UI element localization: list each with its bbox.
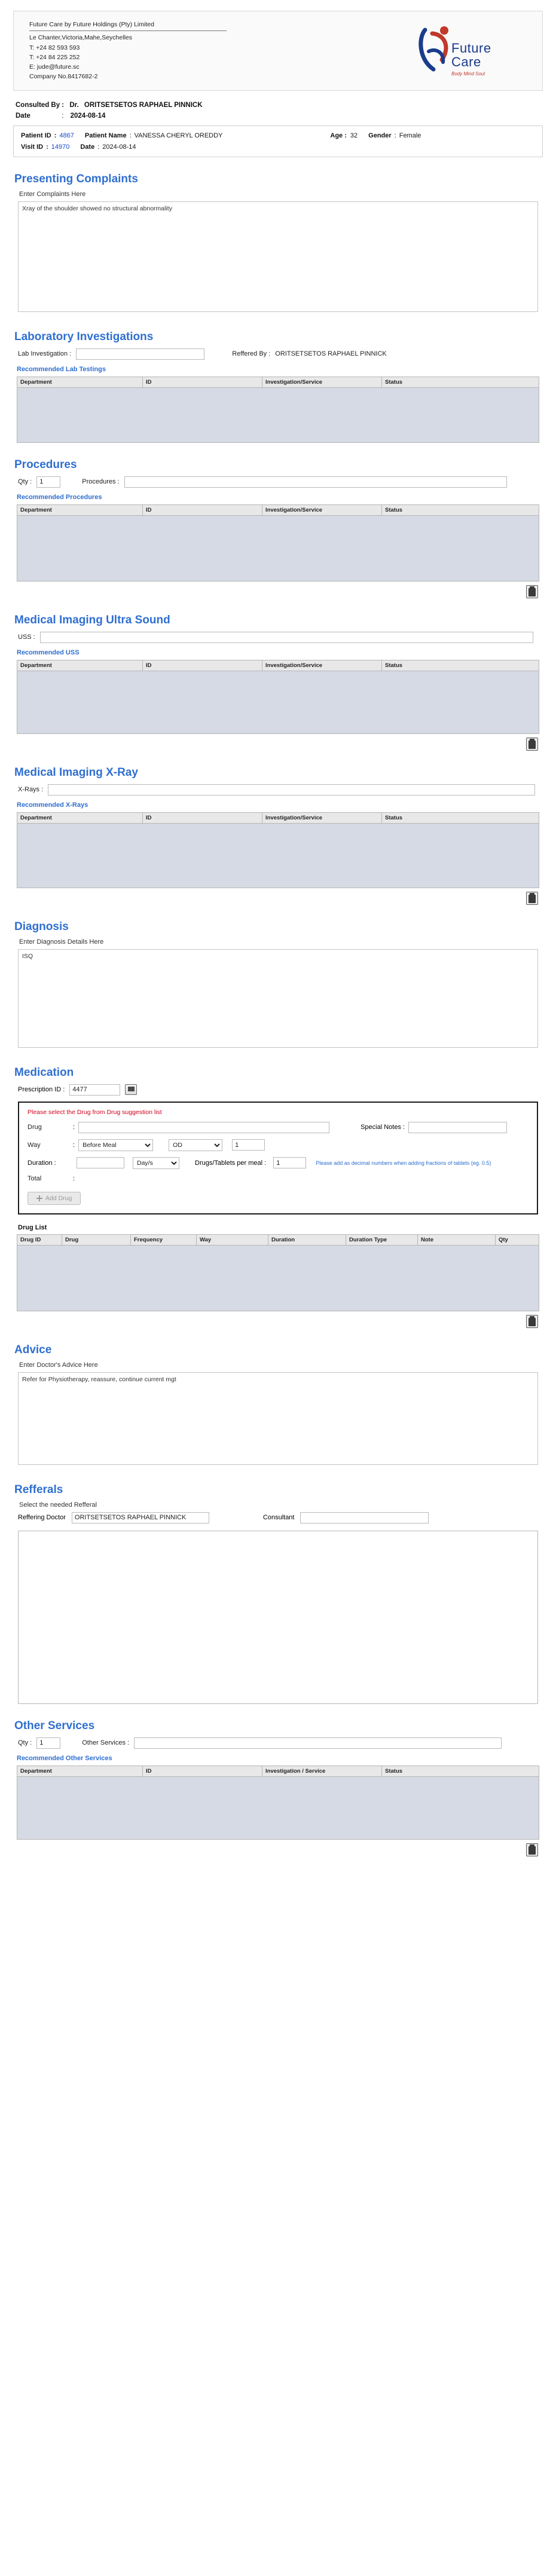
table-header-row: [17, 1766, 539, 1776]
other-services-qty-input[interactable]: [36, 1737, 60, 1749]
patient-id-label: Patient ID: [21, 131, 51, 139]
col-drug-id: Drug ID: [17, 1234, 62, 1245]
col-way: Way: [197, 1234, 268, 1245]
section-title-referrals: Refferals: [14, 1483, 63, 1496]
patient-info-bar: [13, 126, 543, 157]
section-title-lab: Laboratory Investigations: [14, 330, 154, 343]
duration-input[interactable]: [77, 1157, 124, 1168]
other-services-trash-row: [13, 1843, 538, 1856]
other-services-input[interactable]: [134, 1737, 502, 1749]
company-phone2: T: +24 84 225 252: [29, 53, 80, 61]
xray-grid: [17, 812, 539, 824]
patient-age-label: Age :: [330, 131, 347, 139]
visit-id-label: Visit ID: [21, 143, 44, 151]
procedures-qty-label: Qty :: [18, 478, 32, 486]
col-status: Status: [382, 812, 539, 823]
col-status: Status: [382, 660, 539, 671]
section-title-other-services: Other Services: [14, 1719, 95, 1732]
procedures-trash-row: [13, 585, 538, 598]
procedures-reco-label: Recommended Procedures: [17, 493, 102, 501]
add-drug-button[interactable]: [28, 1192, 81, 1205]
diagnosis-sublabel: Enter Diagnosis Details Here: [19, 938, 104, 946]
visit-id-colon: :: [46, 143, 48, 151]
duration-row: [28, 1157, 528, 1169]
xray-input[interactable]: [48, 784, 535, 796]
procedures-input-row: [18, 476, 543, 488]
way-row: [28, 1139, 528, 1151]
drug-list-trash-row: [13, 1315, 538, 1328]
per-meal-label: Drugs/Tablets per meal :: [195, 1159, 267, 1167]
col-id: ID: [143, 660, 262, 671]
referrals-list-panel[interactable]: [18, 1531, 538, 1704]
other-services-reco-label: Recommended Other Services: [17, 1754, 112, 1762]
diagnosis-textarea[interactable]: [18, 949, 538, 1048]
print-icon[interactable]: [125, 1084, 137, 1095]
referrals-row: [18, 1512, 543, 1523]
col-id: ID: [143, 377, 262, 387]
company-email: E: jude@future.sc: [29, 63, 80, 71]
procedures-grid-wrap: [17, 504, 539, 582]
col-service: Investigation/Service: [262, 660, 382, 671]
patient-gender-value: Female: [399, 131, 421, 139]
xray-input-row: [18, 784, 543, 796]
total-row: [28, 1175, 528, 1182]
drug-label: Drug: [28, 1124, 42, 1131]
section-title-xray: Medical Imaging X-Ray: [14, 766, 138, 779]
trash-icon[interactable]: [526, 1843, 538, 1856]
visit-id-value: 14970: [51, 143, 70, 151]
col-duration-type: Duration Type: [346, 1234, 418, 1245]
consulted-by-row: [16, 102, 543, 109]
referring-doctor-input[interactable]: [72, 1512, 209, 1523]
uss-trash-row: [13, 738, 538, 751]
per-meal-input[interactable]: [273, 1157, 306, 1168]
lab-investigation-input[interactable]: [76, 348, 204, 360]
section-title-procedures: Procedures: [14, 458, 77, 471]
col-department: Department: [17, 504, 143, 515]
doctor-name: ORITSETSETOS RAPHAEL PINNICK: [84, 101, 203, 109]
procedures-grid: [17, 504, 539, 516]
procedures-grid-body[interactable]: [17, 516, 539, 582]
col-id: ID: [143, 1766, 262, 1776]
date-label: Date: [16, 112, 30, 120]
way-label: Way: [28, 1141, 41, 1149]
uss-grid-body[interactable]: [17, 671, 539, 734]
consultant-label: Consultant: [262, 1514, 295, 1522]
plus-icon: [36, 1195, 42, 1201]
company-address: Le Chanter,Victoria,Mahe,Seychelles: [29, 34, 132, 42]
drug-colon: :: [73, 1124, 75, 1131]
company-name: Future Care by Future Holdings (Pty) Limited: [29, 21, 154, 28]
total-colon: :: [73, 1174, 75, 1182]
drug-list-grid: [17, 1234, 539, 1246]
patient-gender-label: Gender: [368, 131, 392, 139]
logo-word-care: Care: [451, 54, 481, 69]
lab-reco-label: Recommended Lab Testings: [17, 365, 106, 373]
date-value: 2024-08-14: [70, 112, 106, 120]
clinic-address-block: [29, 20, 227, 82]
other-services-field-label: Other Services :: [82, 1739, 130, 1747]
logo-tagline: Body Mind Soul: [451, 71, 485, 77]
prescription-id-input[interactable]: [69, 1084, 120, 1096]
procedures-qty-input[interactable]: [36, 476, 60, 488]
trash-icon[interactable]: [526, 892, 538, 905]
drug-row: [28, 1122, 528, 1133]
col-duration: Duration: [268, 1234, 346, 1245]
trash-icon[interactable]: [526, 1315, 538, 1328]
lab-referred-value: ORITSETSETOS RAPHAEL PINNICK: [275, 350, 387, 358]
total-label: Total: [28, 1174, 42, 1182]
consult-date-row: [16, 112, 543, 120]
prescription-row: [18, 1084, 543, 1096]
other-services-grid-wrap: [17, 1766, 539, 1840]
trash-icon[interactable]: [526, 738, 538, 751]
uss-grid-wrap: [17, 660, 539, 734]
company-regno: Company No.8417682-2: [29, 73, 98, 81]
duration-label: Duration :: [28, 1159, 56, 1167]
uss-input[interactable]: [40, 632, 533, 643]
patient-id-colon: :: [54, 131, 57, 139]
decimal-hint: Please add as decimal numbers when adding fractions of tablets (eg. 0.5): [316, 1159, 491, 1166]
patient-name-value: VANESSA CHERYL OREDDY: [134, 131, 223, 139]
header-divider: [29, 30, 227, 31]
visit-date-label: Date: [80, 143, 95, 151]
section-title-advice: Advice: [14, 1343, 52, 1356]
col-status: Status: [382, 1766, 539, 1776]
col-status: Status: [382, 377, 539, 387]
table-header-row: [17, 504, 539, 515]
col-id: ID: [143, 504, 262, 515]
complaints-sublabel: Enter Complaints Here: [19, 190, 86, 198]
other-services-qty-label: Qty :: [18, 1739, 32, 1747]
xray-trash-row: [13, 892, 538, 905]
lab-grid-body[interactable]: [17, 388, 539, 443]
drug-input[interactable]: [78, 1122, 329, 1133]
xray-field-label: X-Rays :: [18, 786, 44, 794]
consulted-by-label: Consulted By :: [16, 101, 65, 109]
section-title-uss: Medical Imaging Ultra Sound: [14, 613, 170, 626]
logo-area: [413, 25, 527, 77]
lab-referred-label: Reffered By :: [232, 350, 271, 358]
section-title-complaints: Presenting Complaints: [14, 172, 138, 185]
consultant-input[interactable]: [300, 1512, 429, 1523]
lab-grid: [17, 377, 539, 388]
trash-icon[interactable]: [526, 585, 538, 598]
frequency-qty-input[interactable]: [232, 1139, 265, 1151]
procedures-input[interactable]: [124, 476, 507, 488]
clinic-header: [13, 11, 543, 91]
patient-id-value: 4867: [59, 131, 74, 139]
col-department: Department: [17, 1766, 143, 1776]
special-notes-label: Special Notes :: [361, 1124, 405, 1131]
table-header-row: [17, 660, 539, 671]
advice-sublabel: Enter Doctor's Advice Here: [19, 1361, 98, 1369]
uss-field-label: USS :: [18, 634, 35, 641]
advice-textarea[interactable]: [18, 1372, 538, 1465]
special-notes-input[interactable]: [408, 1122, 507, 1133]
date-colon: :: [62, 112, 64, 120]
procedures-field-label: Procedures :: [82, 478, 120, 486]
xray-grid-body[interactable]: [17, 824, 539, 888]
patient-name-label: Patient Name: [84, 131, 127, 139]
col-department: Department: [17, 660, 143, 671]
way-colon: :: [73, 1141, 75, 1149]
section-title-medication: Medication: [14, 1066, 74, 1079]
logo-word-future: Future: [451, 40, 491, 56]
xray-grid-wrap: [17, 812, 539, 888]
drug-list-grid-body[interactable]: [17, 1246, 539, 1311]
complaints-textarea[interactable]: [18, 201, 538, 312]
xray-reco-label: Recommended X-Rays: [17, 801, 88, 809]
medication-warning: Please select the Drug from Drug suggestion list: [28, 1108, 162, 1116]
other-services-input-row: [18, 1737, 543, 1749]
lab-field-label: Lab Investigation :: [18, 350, 72, 358]
uss-grid: [17, 660, 539, 671]
col-service: Investigation/Service: [262, 377, 382, 387]
way-select[interactable]: [78, 1139, 153, 1151]
frequency-select[interactable]: [169, 1139, 222, 1151]
lab-grid-wrap: [17, 377, 539, 443]
duration-unit-select[interactable]: [133, 1157, 179, 1169]
prescription-label: Prescription ID :: [18, 1086, 65, 1094]
col-service: Investigation / Service: [262, 1766, 382, 1776]
col-service: Investigation/Service: [262, 504, 382, 515]
col-department: Department: [17, 377, 143, 387]
company-phone1: T: +24 82 593 593: [29, 44, 80, 51]
col-frequency: Frequency: [131, 1234, 197, 1245]
drug-list-grid-wrap: [17, 1234, 539, 1311]
col-service: Investigation/Service: [262, 812, 382, 823]
referring-doctor-label: Reffering Doctor: [18, 1514, 66, 1522]
logo-wordmark: [451, 41, 491, 77]
lab-input-row: [18, 348, 543, 360]
add-drug-label: Add Drug: [45, 1194, 72, 1202]
other-services-grid: [17, 1766, 539, 1777]
section-title-diagnosis: Diagnosis: [14, 920, 69, 933]
future-care-logo: [413, 25, 503, 77]
visit-date-colon: :: [97, 143, 100, 151]
col-drug: Drug: [62, 1234, 131, 1245]
uss-input-row: [18, 632, 543, 643]
col-id: ID: [143, 812, 262, 823]
table-header-row: [17, 377, 539, 387]
doctor-prefix: Dr.: [69, 101, 79, 109]
visit-date-value: 2024-08-14: [102, 143, 136, 151]
table-header-row: [17, 812, 539, 823]
other-services-grid-body[interactable]: [17, 1777, 539, 1840]
col-qty: Qty: [496, 1234, 539, 1245]
drug-list-label: Drug List: [18, 1223, 47, 1231]
uss-reco-label: Recommended USS: [17, 648, 80, 656]
referrals-sublabel: Select the needed Refferal: [19, 1501, 97, 1509]
patient-age-value: 32: [350, 131, 358, 139]
medication-entry-frame: [18, 1102, 538, 1214]
col-status: Status: [382, 504, 539, 515]
col-department: Department: [17, 812, 143, 823]
patient-gender-colon: :: [394, 131, 396, 139]
patient-name-colon: :: [129, 131, 132, 139]
col-note: Note: [418, 1234, 496, 1245]
table-header-row: [17, 1234, 539, 1245]
